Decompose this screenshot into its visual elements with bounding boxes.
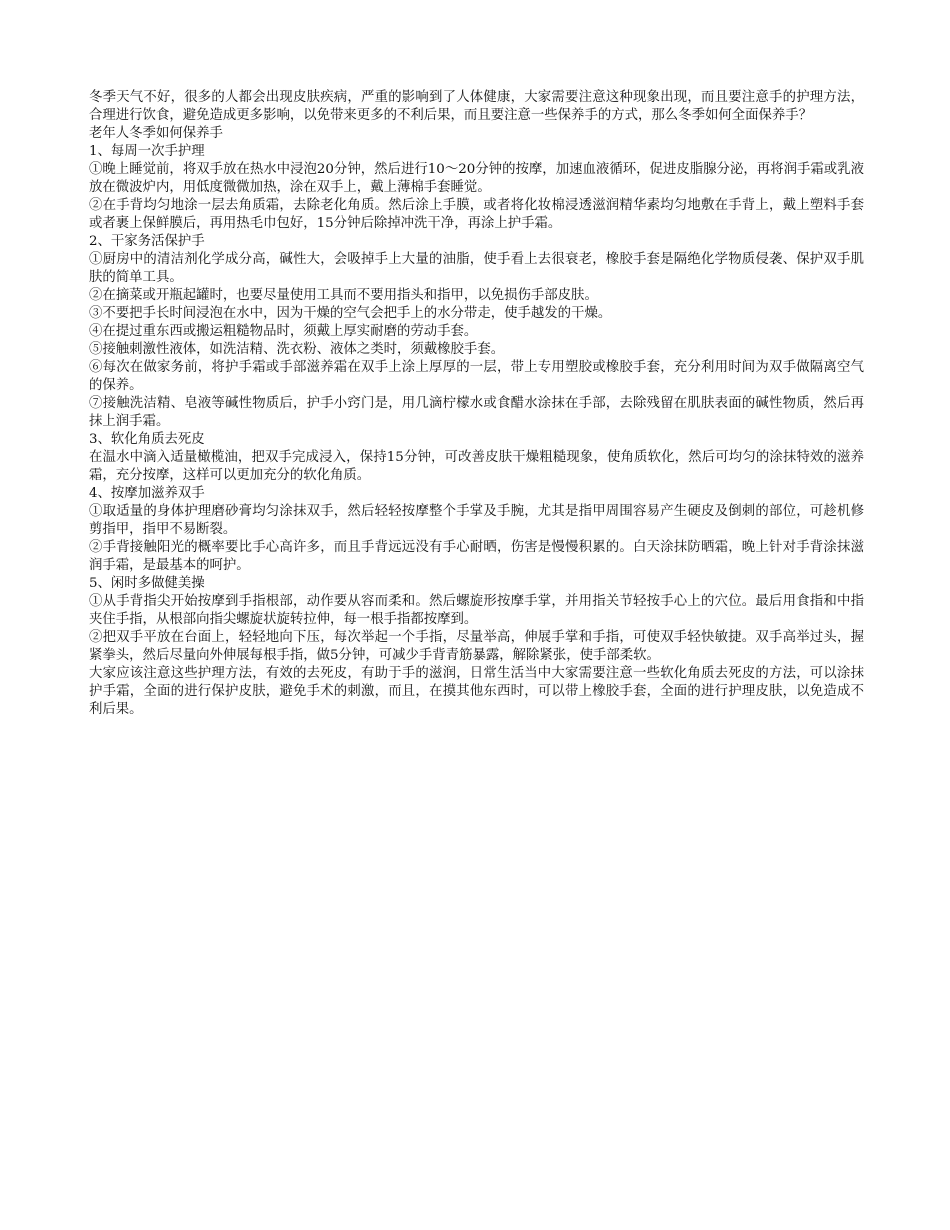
section-item: ⑤接触刺激性液体，如洗洁精、洗衣粉、液体之类时，须戴橡胶手套。: [89, 342, 505, 357]
conclusion-paragraph: 大家应该注意这些护理方法，有效的去死皮，有助于手的滋润，日常生活当中大家需要注意一些软化角质去死皮的方法，可以涂抹护手霜，全面的进行保护皮肤，避免手术的刺激，而且，在摸其他东西时，可以带上橡胶手套，全面的进行护理皮肤，以免造成不利后果。: [89, 666, 864, 717]
section-heading: 3、软化角质去死皮: [89, 432, 205, 447]
section-item: ①取适量的身体护理磨砂膏均匀涂抹双手，然后轻轻按摩整个手掌及手腕，尤其是指甲周围容易产生硬皮及倒刺的部位，可趁机修剪指甲，指甲不易断裂。: [89, 504, 864, 537]
section-item: ②在手背均匀地涂一层去角质霜，去除老化角质。然后涂上手膜，或者将化妆棉浸透滋润精华素均匀地敷在手背上，戴上塑料手套或者裹上保鲜膜后，再用热毛巾包好，15分钟后除掉冲洗干净，再涂上护手霜。: [89, 198, 864, 231]
section-item: ③不要把手长时间浸泡在水中，因为干燥的空气会把手上的水分带走，使手越发的干燥。: [89, 306, 612, 321]
section-item: ④在提过重东西或搬运粗糙物品时，须戴上厚实耐磨的劳动手套。: [89, 324, 478, 339]
section-heading: 1、每周一次手护理: [89, 144, 205, 159]
intro-paragraph: 冬季天气不好，很多的人都会出现皮肤疾病，严重的影响到了人体健康，大家需要注意这种现象出现，而且要注意手的护理方法，合理进行饮食，避免造成更多影响，以免带来更多的不利后果，而且要注意一些保养手的方式，那么冬季如何全面保养手？: [89, 90, 864, 123]
section-heading: 5、闲时多做健美操: [89, 576, 205, 591]
section-item: ②把双手平放在台面上，轻轻地向下压，每次举起一个手指，尽量举高，伸展手掌和手指，可使双手轻快敏捷。双手高举过头，握紧拳头，然后尽量向外伸展每根手指，做5分钟，可减少手背青筋暴露，解除紧张，使手部柔软。: [89, 630, 864, 663]
document-body: [89, 89, 864, 719]
section-item: ⑥每次在做家务前，将护手霜或手部滋养霜在双手上涂上厚厚的一层，带上专用塑胶或橡胶手套，充分利用时间为双手做隔离空气的保养。: [89, 360, 864, 393]
section-item: ②在摘菜或开瓶起罐时，也要尽量使用工具而不要用指头和指甲，以免损伤手部皮肤。: [89, 288, 598, 303]
section-heading: 4、按摩加滋养双手: [89, 486, 205, 501]
section-item: ①从手背指尖开始按摩到手指根部，动作要从容而柔和。然后螺旋形按摩手掌，并用指关节轻按手心上的穴位。最后用食指和中指夹住手指，从根部向指尖螺旋状旋转拉伸，每一根手指都按摩到。: [89, 594, 864, 627]
section-heading: 2、干家务活保护手: [89, 234, 205, 249]
section-item: ①厨房中的清洁剂化学成分高，碱性大，会吸掉手上大量的油脂，使手看上去很衰老，橡胶手套是隔绝化学物质侵袭、保护双手肌肤的简单工具。: [89, 252, 864, 285]
document-title: 老年人冬季如何保养手: [89, 126, 223, 141]
section-item: ⑦接触洗洁精、皂液等碱性物质后，护手小窍门是，用几滴柠檬水或食醋水涂抹在手部，去除残留在肌肤表面的碱性物质，然后再抹上润手霜。: [89, 396, 864, 429]
section-item: ①晚上睡觉前，将双手放在热水中浸泡20分钟，然后进行10～20分钟的按摩，加速血液循环，促进皮脂腺分泌，再将润手霜或乳液放在微波炉内，用低度微微加热，涂在双手上，戴上薄棉手套睡觉。: [89, 162, 864, 195]
section-item: ②手背接触阳光的概率要比手心高许多，而且手背远远没有手心耐晒，伤害是慢慢积累的。白天涂抹防晒霜，晚上针对手背涂抹滋润手霜，是最基本的呵护。: [89, 540, 864, 573]
section-item: 在温水中滴入适量橄榄油，把双手完成浸入，保持15分钟，可改善皮肤干燥粗糙现象，使角质软化，然后可均匀的涂抹特效的滋养霜，充分按摩，这样可以更加充分的软化角质。: [89, 450, 864, 483]
